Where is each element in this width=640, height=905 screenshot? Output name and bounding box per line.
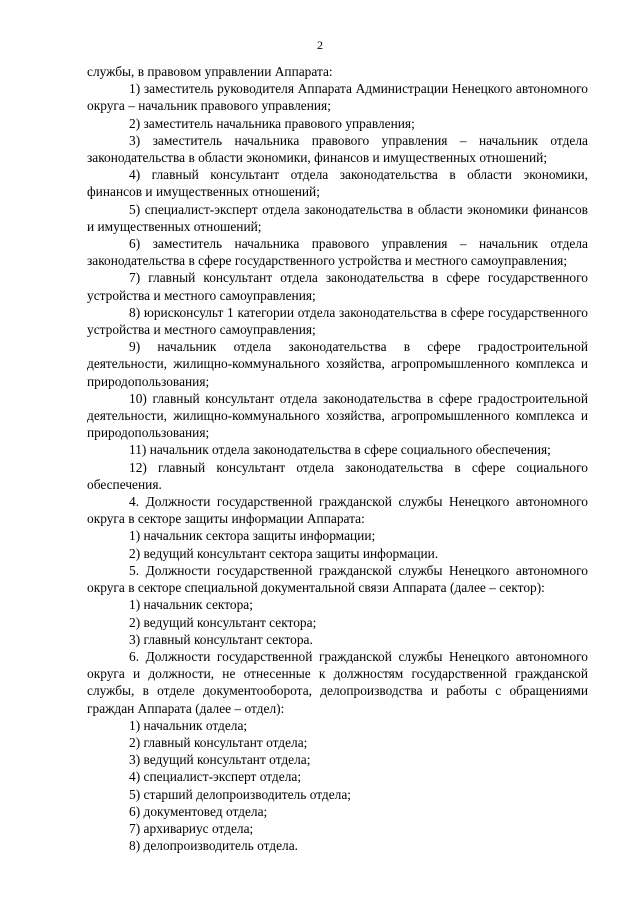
paragraph: службы, в правовом управлении Аппарата:	[87, 64, 333, 79]
list-item: 4) главный консультант отдела законодательства в области экономики, финансов и имущественных отношений;	[87, 167, 588, 200]
section-paragraph: 5. Должности государственной гражданской службы Ненецкого автономного округа в секторе специальной документальной связи Аппарата (далее – сектор):	[87, 562, 588, 596]
list-item: 5) специалист-эксперт отдела законодательства в области экономики финансов и имущественных отношений;	[87, 201, 588, 234]
list-item: 10) главный консультант отдела законодательства в сфере градостроительной деятельности, жилищно-коммунального хозяйства, агропромышленного комплекса и природопользования;	[87, 390, 588, 441]
document-body	[87, 63, 588, 854]
list-item: 4) специалист-эксперт отдела;	[129, 769, 302, 785]
list-item: 11) начальник отдела законодательства в сфере социального обеспечения;	[129, 442, 551, 458]
list-item: 6) заместитель начальника правового управления – начальник отдела законодательства в сфере государственного устройства и местного самоуправления;	[87, 236, 588, 269]
list-item: 3) заместитель начальника правового управления – начальник отдела законодательства в области экономики, финансов и имущественных отношений;	[87, 132, 588, 166]
list-item: 5) старший делопроизводитель отдела;	[129, 786, 351, 802]
list-item: 3) главный консультант сектора.	[129, 631, 313, 647]
section-paragraph: 4. Должности государственной гражданской службы Ненецкого автономного округа в секторе защиты информации Аппарата:	[87, 494, 588, 527]
list-item: 2) ведущий консультант сектора защиты информации.	[129, 545, 439, 561]
list-item: 7) главный консультант отдела законодательства в сфере государственного устройства и местного самоуправления;	[87, 270, 588, 303]
list-item: 9) начальник отдела законодательства в сфере градостроительной деятельности, жилищно-коммунального хозяйства, агропромышленного комплекса и природопользования;	[87, 339, 588, 389]
list-item: 2) главный консультант отдела;	[129, 734, 308, 750]
list-item: 6) документовед отдела;	[129, 803, 268, 819]
list-item: 7) архивариус отдела;	[129, 820, 254, 836]
list-item: 1) начальник сектора;	[129, 597, 253, 613]
list-item: 1) начальник сектора защиты информации;	[129, 528, 376, 544]
list-item: 2) ведущий консультант сектора;	[129, 614, 317, 630]
list-item: 2) заместитель начальника правового управления;	[129, 115, 415, 131]
list-item: 12) главный консультант отдела законодательства в сфере социального обеспечения.	[87, 459, 588, 492]
list-item: 1) начальник отдела;	[129, 717, 248, 733]
page-number: 2	[317, 38, 323, 52]
list-item: 3) ведущий консультант отдела;	[129, 752, 311, 768]
list-item: 8) делопроизводитель отдела.	[129, 838, 299, 854]
list-item: 1) заместитель руководителя Аппарата Администрации Ненецкого автономного округа – начальник правового управления;	[87, 81, 588, 114]
list-item: 8) юрисконсульт 1 категории отдела законодательства в сфере государственного устройства и местного самоуправления;	[87, 304, 588, 338]
section-paragraph: 6. Должности государственной гражданской службы Ненецкого автономного округа и должности, не отнесенные к должностям государственной гражданской службы, в отделе документооборота, делопроизводства и работы с обращениями граждан Аппарата (далее – отдел):	[87, 648, 588, 716]
